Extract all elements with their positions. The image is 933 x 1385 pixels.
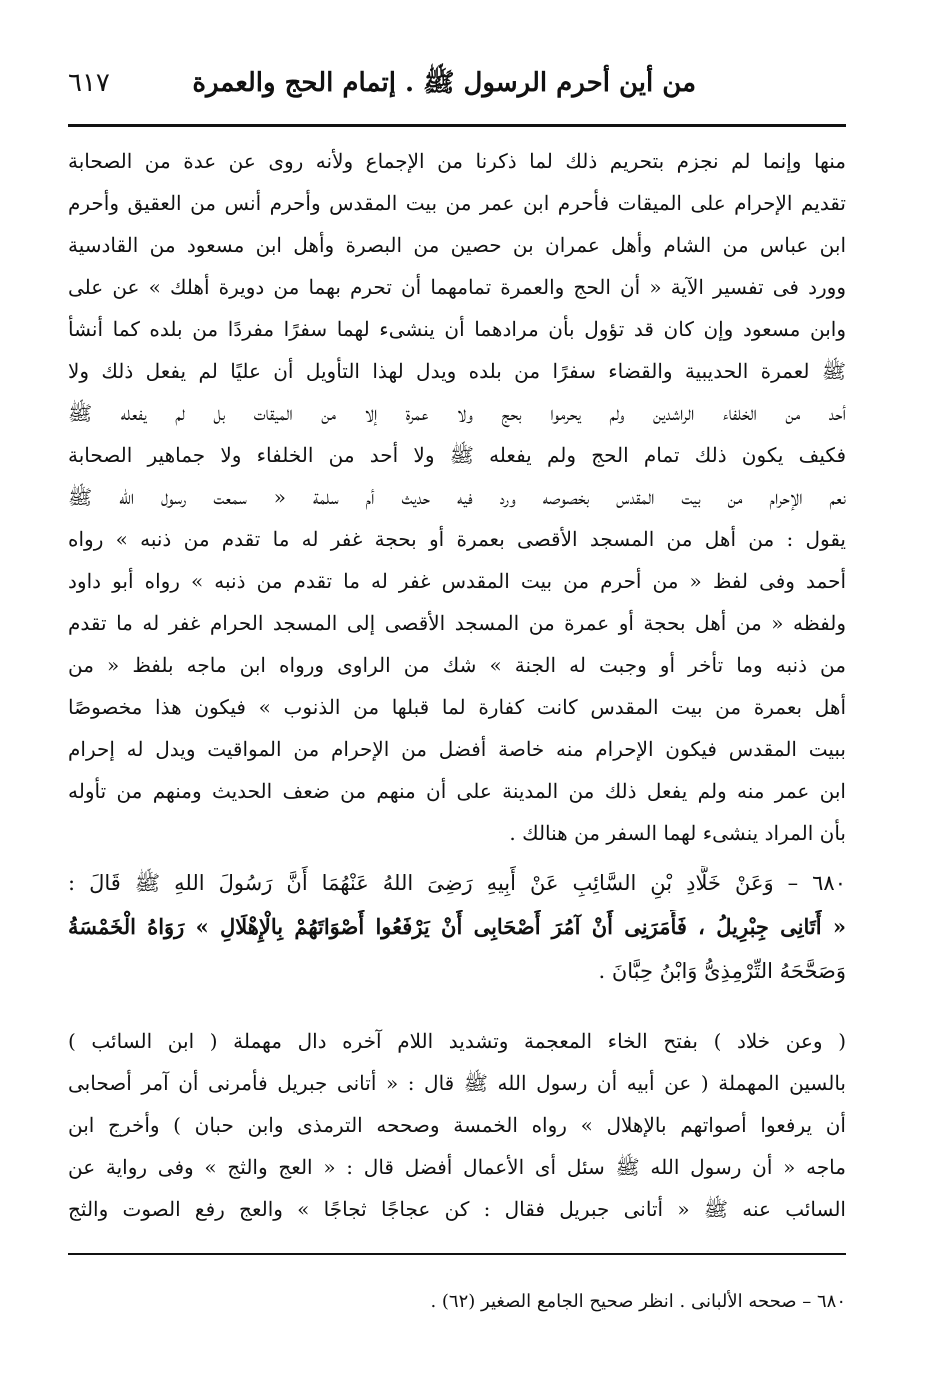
text-line: ولفظه « من أهل بحجة أو عمرة من المسجد الأقصى إلى المسجد الحرام غفر له ما تقدم (68, 611, 846, 635)
text-line: أحمد وفى لفظ « من أحرم من بيت المقدس غفر له ما تقدم من ذنبه » رواه أبو داود (68, 569, 846, 593)
header-rule (68, 124, 846, 127)
text-line: بالسين المهملة ( عن أبيه أن رسول الله ﷺ قال : « أتانى جبريل فأمرنى أن آمر أصحابى (68, 1071, 846, 1095)
text-line: نعم الإحرام من بيت المقدس بخصوصه ورد فيه حديث أم سلمة « سمعت رسول الله ﷺ (68, 485, 846, 509)
text-line: وورد فى تفسير الآية « أن الحج والعمرة تمامهما أن تحرم بهما من دويرة أهلك » عن على (68, 275, 846, 299)
running-title: من أين أحرم الرسول ﷺ . إتمام الحج والعمرة (192, 68, 696, 98)
hadith-line: وَصَحَّحَهُ التِّرْمِذِىُّ وَابْنُ حِبَّانَ . (598, 959, 846, 983)
text-line: ماجه « أن رسول الله ﷺ سئل أى الأعمال أفضل قال : « العج والثج » وفى رواية عن (68, 1155, 846, 1179)
text-line: وابن مسعود وإن كان قد تؤول بأن مرادهما أن ينشىء لهما سفرًا مفردًا من بلده كما أنشأ (68, 317, 846, 341)
text-line: بأن المراد ينشىء لهما السفر من هنالك . (509, 821, 846, 845)
text-line: فكيف يكون ذلك تمام الحج ولم يفعله ﷺ ولا أحد من الخلفاء ولا جماهير الصحابة (68, 443, 846, 467)
footnote-rule (68, 1253, 846, 1255)
text-line: أن يرفعوا أصواتهم بالإهلال » رواه الخمسة وصححه الترمذى وابن حبان ) وأخرج ابن (68, 1113, 846, 1137)
text-line: ( وعن خلاد ) بفتح الخاء المعجمة وتشديد اللام آخره دال مهملة ( ابن السائب ) (68, 1029, 846, 1053)
text-line: ابن عمر منه ولم يفعل ذلك من المدينة على أن منهم من ضعف الحديث ومنهم من تأوله (68, 779, 846, 803)
text-line: يقول : من أهل من المسجد الأقصى بعمرة أو بحجة غفر له ما تقدم من ذنبه » رواه (68, 527, 846, 551)
text-line: أهل بعمرة من بيت المقدس كانت كفارة لما قبلها من الذنوب » فيكون هذا مخصوصًا (68, 695, 846, 719)
text-line: تقديم الإحرام على الميقات فأحرم ابن عمر من بيت المقدس وأحرم أنس من العقيق وأحرم (68, 191, 846, 215)
page-number: ٦١٧ (68, 68, 110, 98)
text-line: السائب عنه ﷺ « أتانى جبريل فقال : كن عجاجًا ثجاجًا » والعج رفع الصوت والثج (68, 1197, 846, 1221)
text-line: ابن عباس من الشام وأهل عمران بن حصين من البصرة وأهل ابن مسعود من القادسية (68, 233, 846, 257)
text-line: أحد من الخلفاء الراشدين ولم يحرموا بحج ولا عمرة إلا من الميقات بل لم يفعله ﷺ (68, 401, 846, 425)
footnote: ٦٨٠ – صححه الألبانى . انظر صحيح الجامع الصغير (٦٢) . (430, 1291, 846, 1312)
hadith-line: « أَتَانِى جِبْرِيلُ ، فَأَمَرَنِى أَنْ آمُرَ أَصْحَابِى أَنْ يَرْفَعُوا أَصْوَاتَهُمْ بِالْإِهْلَالِ » رَوَاهُ الْخَمْسَةُ (68, 914, 846, 939)
page-header (68, 62, 846, 108)
text-line: منها وإنما لم نجزم بتحريم ذلك لما ذكرنا من الإجماع ولأنه روى عن عدة من الصحابة (68, 149, 846, 173)
hadith-line: ٦٨٠ – وَعَنْ خَلَّادِ بْنِ السَّائِبِ عَنْ أَبِيهِ رَضِىَ اللهُ عَنْهُمَا أَنَّ رَسُولَ اللهِ ﷺ قَالَ : (68, 871, 846, 895)
text-line: من ذنبه وما تأخر أو وجبت له الجنة » شك من الراوى ورواه ابن ماجه بلفظ « من (68, 653, 846, 677)
text-line: ببيت المقدس فيكون الإحرام منه خاصة أفضل من الإحرام من المواقيت ويدل له إحرام (68, 737, 846, 761)
text-line: ﷺ لعمرة الحديبية والقضاء سفرًا من بلده ويدل لهذا التأويل أن عليًا لم يفعل ذلك ولا (68, 359, 846, 383)
